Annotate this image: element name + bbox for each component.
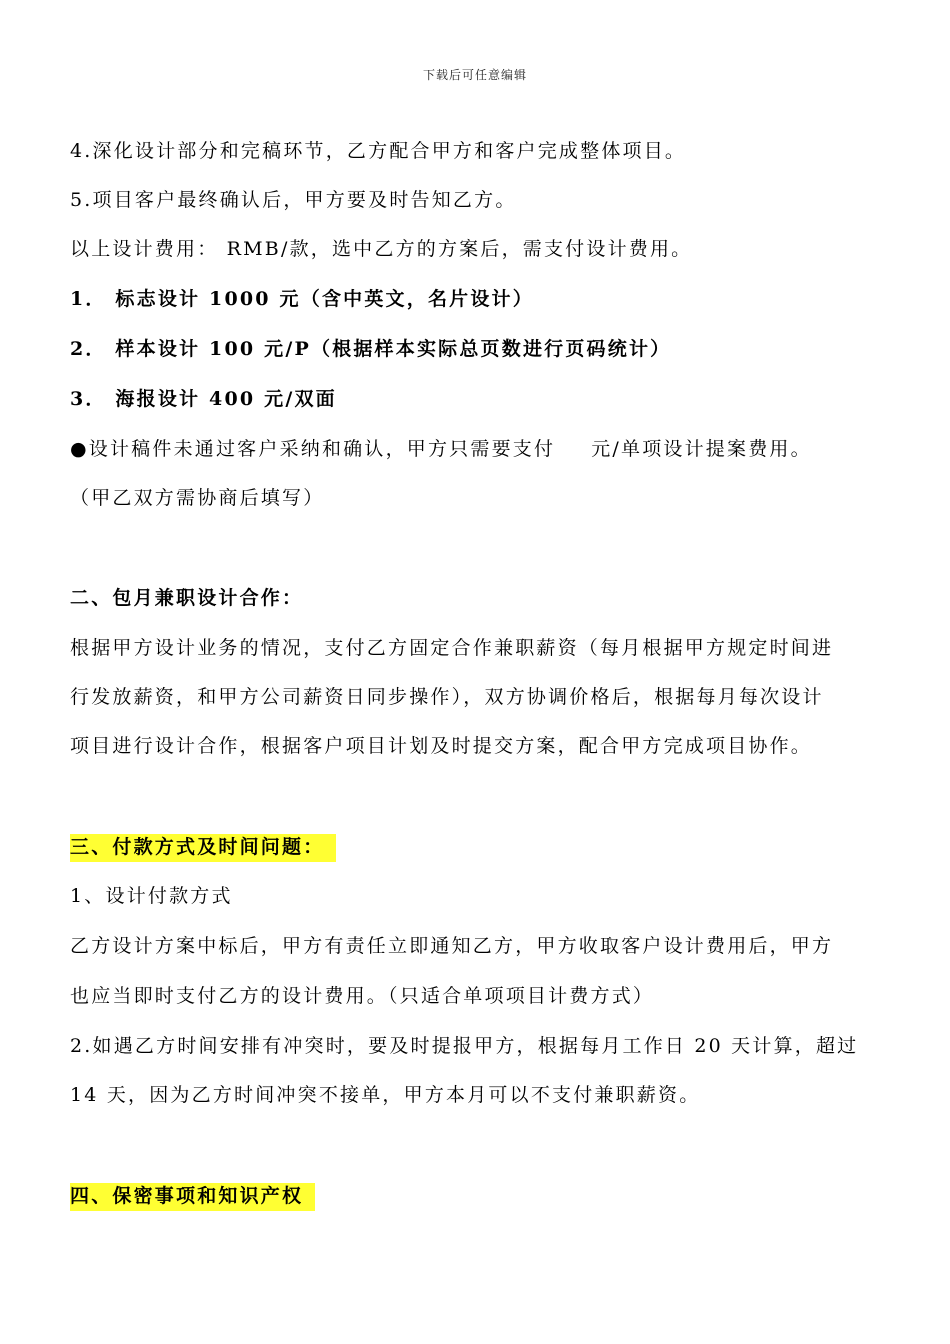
proposal-fee-text-start: ●设计稿件未通过客户采纳和确认，甲方只需要支付: [70, 438, 556, 460]
section-3-para-line-3: 2.如遇乙方时间安排有冲突时，要及时提报甲方，根据每月工作日 20 天计算，超过: [70, 1035, 859, 1057]
section-2-para-line-1: 根据甲方设计业务的情况，支付乙方固定合作兼职薪资（每月根据甲方规定时间进: [70, 637, 834, 659]
section-3-heading-wrap: [70, 834, 890, 860]
section-2-para-line-3: 项目进行设计合作，根据客户项目计划及时提交方案，配合甲方完成项目协作。: [70, 735, 813, 757]
fee-intro-text: 以上设计费用： RMB/款，选中乙方的方案后，需支付设计费用。: [70, 238, 693, 260]
section-4-heading: 四、保密事项和知识产权: [70, 1183, 315, 1211]
section-3-para-line-2: 也应当即时支付乙方的设计费用。（只适合单项项目计费方式）: [70, 985, 655, 1007]
section-2-heading: 二、包月兼职设计合作：: [70, 587, 304, 609]
page-header: 下载后可任意编辑: [422, 68, 527, 82]
payment-method-title: 1、设计付款方式: [70, 885, 233, 907]
section-3-para-line-4: 14 天，因为乙方时间冲突不接单，甲方本月可以不支付兼职薪资。: [70, 1084, 701, 1106]
section-4-heading-wrap: [70, 1183, 890, 1209]
fee-item-logo: 1． 标志设计 1000 元（含中英文，名片设计）: [70, 288, 534, 310]
item-4-text: 4.深化设计部分和完稿环节，乙方配合甲方和客户完成整体项目。: [70, 140, 687, 162]
fee-item-poster: 3． 海报设计 400 元/双面: [70, 388, 337, 410]
fee-item-sample: 2． 样本设计 100 元/P（根据样本实际总页数进行页码统计）: [70, 338, 672, 360]
fill-note: （甲乙双方需协商后填写）: [70, 487, 325, 509]
section-3-para-line-1: 乙方设计方案中标后，甲方有责任立即通知乙方，甲方收取客户设计费用后，甲方: [70, 935, 834, 957]
section-2-para-line-2: 行发放薪资，和甲方公司薪资日同步操作），双方协调价格后，根据每月每次设计: [70, 686, 824, 708]
section-3-heading: 三、付款方式及时间问题：: [70, 834, 336, 862]
proposal-fee-text-end: 元/单项设计提案费用。: [591, 438, 812, 460]
item-5-text: 5.项目客户最终确认后，甲方要及时告知乙方。: [70, 189, 517, 211]
proposal-fee-line: [70, 436, 890, 462]
